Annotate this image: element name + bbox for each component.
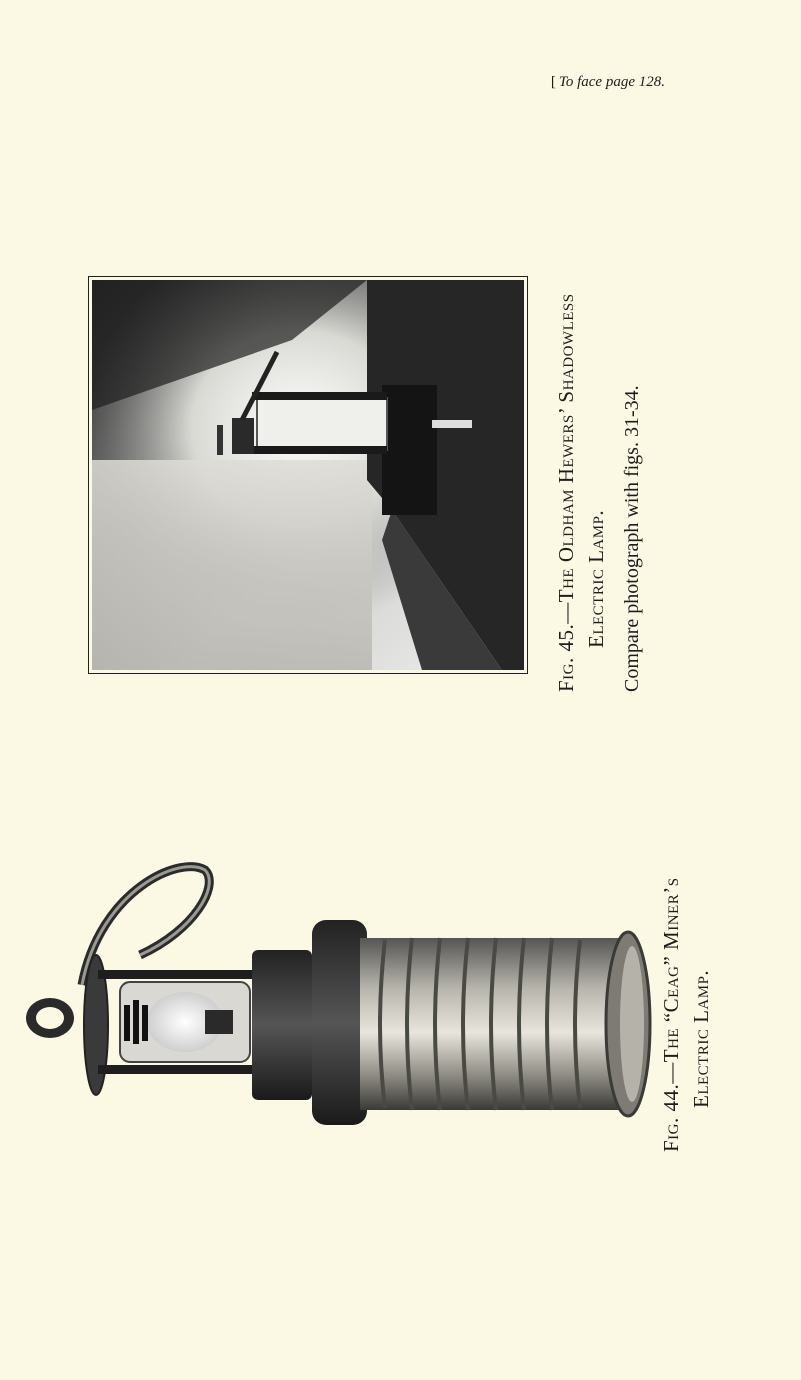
figure-45-caption-note: Compare photograph with figs. 31-34. bbox=[621, 385, 643, 692]
facing-page-text: To face page 128. bbox=[558, 74, 665, 90]
figure-44-lamp-photograph bbox=[20, 850, 660, 1140]
figure-44-caption-subtitle: Electric Lamp. bbox=[689, 969, 713, 1108]
figure-45-photograph bbox=[92, 280, 524, 670]
figure-44-caption-title: Fig. 44.—The “Ceag” Miner’s bbox=[659, 877, 683, 1152]
figure-45-caption bbox=[551, 293, 647, 692]
figure-45-caption-subtitle: Electric Lamp. bbox=[584, 509, 608, 648]
figure-44-caption bbox=[656, 877, 716, 1152]
facing-page-note bbox=[551, 74, 665, 91]
facing-page-bracket: [ bbox=[550, 74, 556, 90]
figure-45-caption-title: Fig. 45.—The Oldham Hewers’ Shadowless bbox=[554, 293, 578, 692]
